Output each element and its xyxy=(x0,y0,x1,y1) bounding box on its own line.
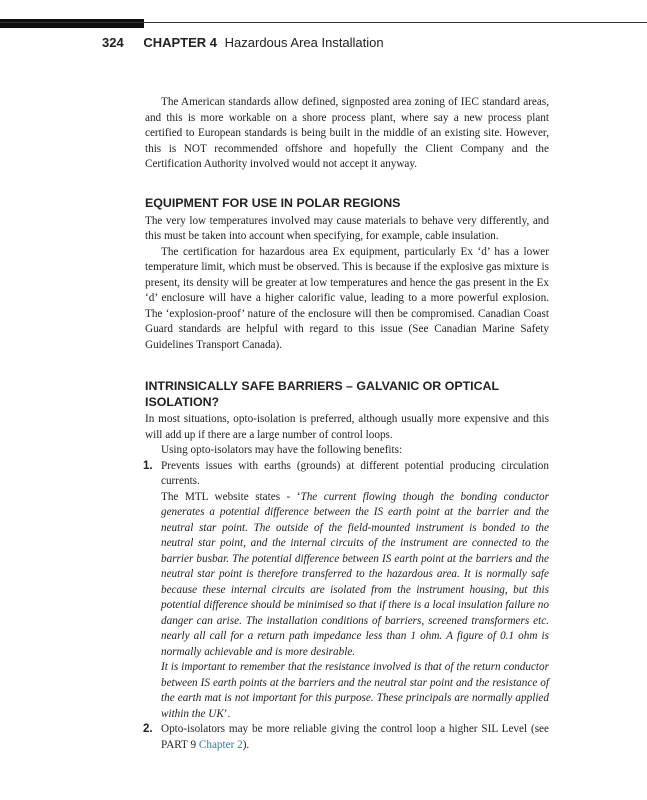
list-item-text: Prevents issues with earths (grounds) at different potential producing circulation currents. xyxy=(161,459,549,487)
mtl-quote-continued xyxy=(161,660,549,722)
chapter-link[interactable]: Chapter 2 xyxy=(198,738,243,751)
item2-end: ). xyxy=(242,738,250,751)
running-header xyxy=(102,35,384,50)
chapter-label: CHAPTER 4 xyxy=(143,35,218,50)
header-bar xyxy=(0,19,144,28)
polar-paragraph-2: The certification for hazardous area Ex equipment, particularly Ex ‘d’ has a lower temperature limit, which must be observed. This is because if the explosive gas mixture is present, its density will be greater at low temperatures and hence the gas present in the Ex ‘d’ enclosure will have a higher calorific value, leading to a more powerful explosion. The ‘explosion-proof’ nature of the enclosure will then be compromised. Canadian Coast Guard standards are helpful with regard to this issue (See Canadian Marine Safety Guidelines Transport Canada). xyxy=(145,245,549,351)
section-heading-barriers: INTRINSICALLY SAFE BARRIERS – GALVANIC OR OPTICAL ISOLATION? xyxy=(145,379,499,409)
list-number: 2. xyxy=(143,723,153,735)
quote-close: ’. xyxy=(223,707,231,720)
quote-lead: The MTL website states - ‘ xyxy=(161,490,301,503)
barriers-paragraph-1: In most situations, opto-isolation is preferred, although usually more expensive and this will add up if there are a large number of control loops. xyxy=(145,413,549,441)
benefits-list xyxy=(145,459,549,754)
intro-paragraph: The American standards allow defined, signposted area zoning of IEC standard areas, and this is more workable on a shore process plant, where say a new process plant certified to European standards is being built in the middle of an existing site. However, this is NOT recommended offshore and hopefully the Client Company and the Certification Authority involved would not accept it anyway. xyxy=(145,96,549,170)
quote-text: The current flowing though the bonding conductor generates a potential difference between the IS earth point at the barrier and the neutral star point. The outside of the field-mounted instrument is bonded to the neutral star point, and the internal circuits of the instrument are connected to the barrier busbar. The potential difference between IS earth point at the barriers and the neutral star point is therefore transferred to the hazardous area. It is normally safe because these internal circuits are isolated from the instrument housing, but this potential difference should be minimised so that if there is a local insulation failure no danger can arise. The installation conditions of barriers, screened transformers etc. nearly all call for a return path impedance less than 1 ohm. A figure of 0.1 ohm is normally achievable and is more desirable. xyxy=(161,490,549,658)
polar-paragraph-1: The very low temperatures involved may cause materials to behave very differently, and this must be taken into account when specifying, for example, cable insulation. xyxy=(145,214,549,242)
page-number: 324 xyxy=(102,35,124,50)
list-item-text xyxy=(161,722,549,753)
section-heading-polar: EQUIPMENT FOR USE IN POLAR REGIONS xyxy=(145,195,401,210)
header-rule xyxy=(0,22,647,23)
list-item xyxy=(145,722,549,753)
chapter-title: Hazardous Area Installation xyxy=(224,35,384,50)
mtl-quote xyxy=(161,490,549,661)
barriers-paragraph-2: Using opto-isolators may have the following benefits: xyxy=(161,444,403,456)
list-number: 1. xyxy=(143,459,153,472)
quote-text-2: It is important to remember that the resistance involved is that of the return conductor between IS earth points at the barriers and the neutral star point and the resistance of the earth mat is not important for this purpose. These principals are normally applied within the UK xyxy=(161,661,549,720)
list-item xyxy=(145,459,549,723)
item2-text: Opto-isolators may be more reliable giving the control loop a higher SIL Level (see PART 9 xyxy=(161,723,549,751)
page-body xyxy=(145,95,549,753)
